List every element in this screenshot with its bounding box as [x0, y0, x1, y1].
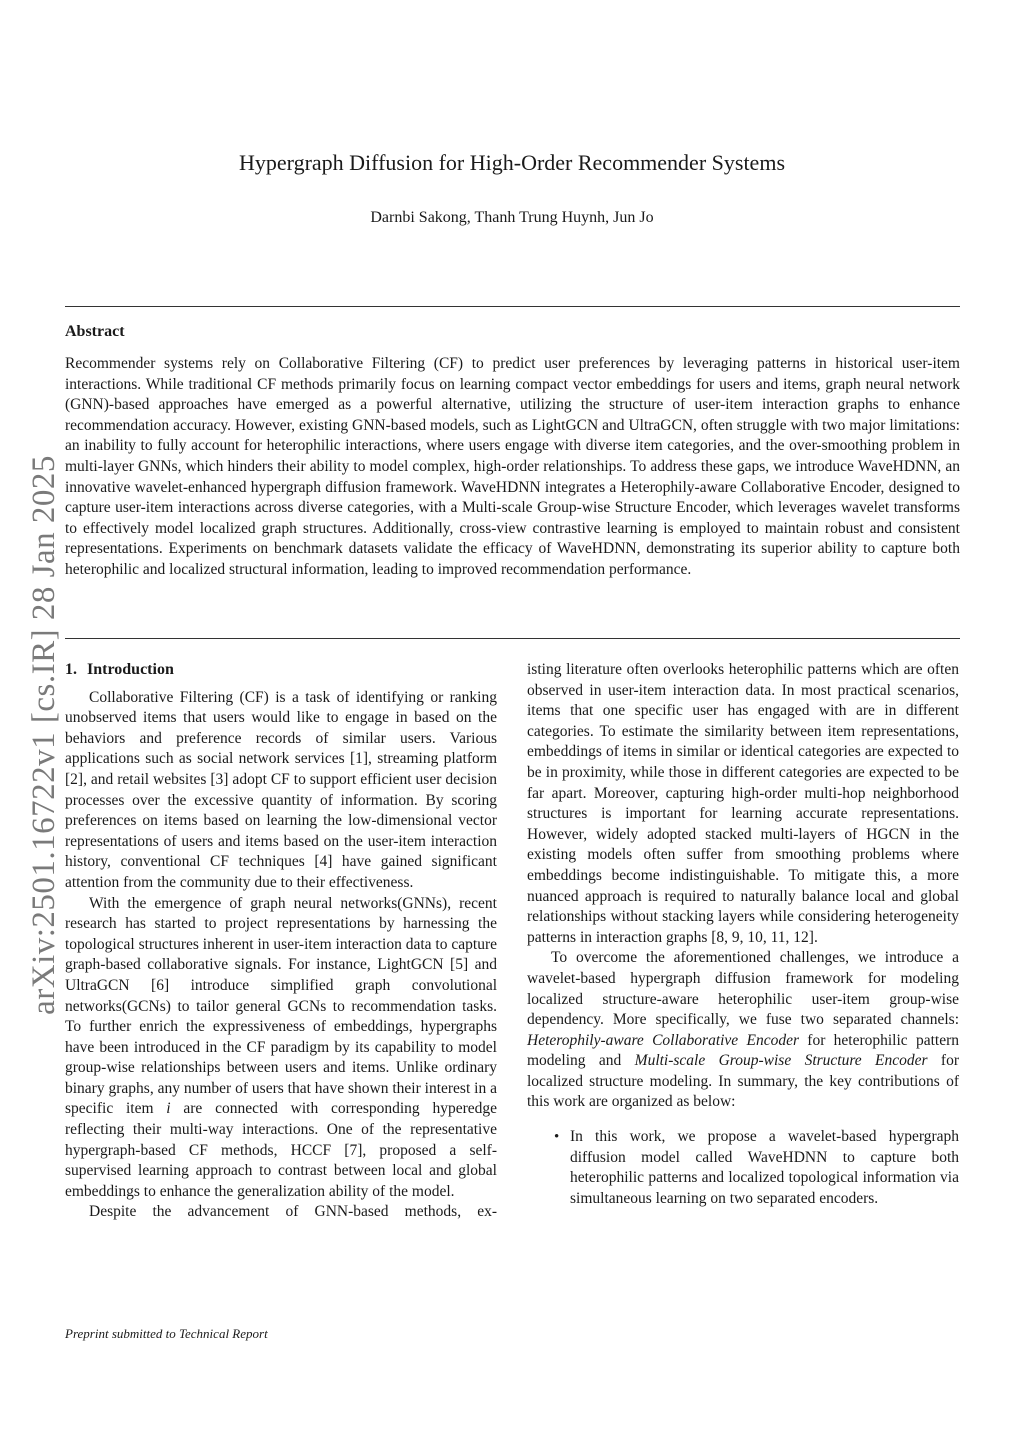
section-heading	[65, 660, 497, 681]
intro-paragraph-3-cont-text: isting literature often overlooks heterophilic patterns which are often observed in user-item interaction data. In most practical scenarios, items that one specific user has engaged with are in different categories. To estimate the similarity between item representations, embeddings of items in similar or identical categories are expected to be in proximity, while those in different categories are expected to be far apart. Moreover, capturing high-order multi-hop neighborhood structures is important for learning accurate representations. However, widely adopted stacked multi-layers of HGCN in the existing models often suffer from smoothing problems where embeddings become indistinguishable. To mitigate this, a more nuanced approach is required to naturally balance local and global relationships without stacking layers while considering heterogeneity patterns in interaction graphs [8, 9, 10, 11, 12].	[527, 661, 959, 946]
heterophily-encoder-term: Heterophily-aware Collaborative Encoder	[527, 1031, 799, 1049]
intro-paragraph-2-part-a: With the emergence of graph neural networks(GNNs), recent research has started to project representations by harnessing the topological structures inherent in user-item interaction data to capture graph-based collaborative signals. For instance, LightGCN [5] and UltraGCN [6] introduce simplified graph convolutional networks(GCNs) to tailor general GCNs to recommendation tasks. To further enrich the expressiveness of embeddings, hypergraphs have been introduced in the CF paradigm by its capability to model group-wise relationships between users and items. Unlike ordinary binary graphs, any number of users that have shown their interest in a specific item	[65, 894, 497, 1118]
intro-paragraph-1: Collaborative Filtering (CF) is a task of identifying or ranking unobserved items that users would like to engage in based on the behaviors and preference records of similar users. Various applications such as social network services [1], streaming platform [2], and retail websites [3] adopt CF to support efficient user decision processes over the excessive quantity of information. By scoring preferences on items based on learning the low-dimensional vector representations of users and items based on the user-item interaction history, conventional CF techniques [4] have gained significant attention from the community due to their effectiveness.	[65, 688, 497, 891]
intro-paragraph-2-part-b: are connected with corresponding hyperedge reflecting their multi-way interactions. One of the representative hypergraph-based CF methods, HCCF [7], proposed a self-supervised learning approach to contrast between local and global embeddings to enhance the generalization ability of the model.	[65, 1100, 497, 1200]
intro-paragraph-3-start	[65, 1202, 497, 1223]
abstract-text: Recommender systems rely on Collaborative Filtering (CF) to predict user preferences by leveraging patterns in historical user-item interactions. While traditional CF methods primarily focus on learning compact vector embeddings for users and items, graph neural network (GNN)-based approaches have emerged as a powerful alternative, utilizing the structure of user-item interaction graphs to enhance recommendation accuracy. However, existing GNN-based models, such as LightGCN and UltraGCN, often struggle with two major limitations: an inability to fully account for heterophilic interactions, where users engage with diverse item categories, and the over-smoothing problem in multi-layer GNNs, which hinders their ability to model complex, high-order relationships. To address these gaps, we introduce WaveHDNN, an innovative wavelet-enhanced hypergraph diffusion framework. WaveHDNN integrates a Heterophily-aware Collaborative Encoder, designed to capture user-item interactions across diverse categories, with a Multi-scale Group-wise Structure Encoder, which leverages wavelet transforms to effectively model localized graph structures. Additionally, cross-view contrastive learning is employed to maintain robust and consistent representations. Experiments on benchmark datasets validate the efficacy of WaveHDNN, demonstrating its superior ability to capture both heterophilic and localized structural information, leading to improved recommendation performance.	[65, 355, 960, 578]
arxiv-identifier[interactable]: arXiv:2501.16722v1 [cs.IR] 28 Jan 2025	[26, 455, 62, 1015]
intro-paragraph-4	[527, 948, 959, 1113]
bottom-rule	[65, 638, 960, 639]
footer-note: Preprint submitted to Technical Report	[65, 1326, 268, 1341]
intro-paragraph-3-continued	[527, 660, 959, 948]
intro-paragraph-3: Despite the advancement of GNN-based methods, ex-	[89, 1203, 497, 1221]
contributions-list	[527, 1127, 959, 1209]
abstract-heading: Abstract	[65, 323, 125, 340]
bullet-icon: •	[554, 1129, 560, 1146]
paper-title: Hypergraph Diffusion for High-Order Recommender Systems	[238, 150, 785, 175]
left-column	[65, 660, 497, 1223]
right-column	[527, 660, 959, 1209]
list-item	[527, 1127, 959, 1209]
intro-paragraph-4-part-b: for heterophilic pattern modeling and	[527, 1031, 959, 1070]
math-variable-i: i	[166, 1100, 171, 1118]
paper-authors: Darnbi Sakong, Thanh Trung Huynh, Jun Jo	[370, 209, 654, 226]
top-rule	[65, 306, 960, 307]
intro-paragraph-4-part-c: for localized structure modeling. In summary, the key contributions of this work are organized as below:	[527, 1052, 959, 1111]
intro-paragraph-4-part-a: To overcome the aforementioned challenges, we introduce a wavelet-based hypergraph diffusion framework for modeling localized structure-aware heterophilic user-item group-wise dependency. More specifically, we fuse two separated channels:	[527, 949, 959, 1029]
contribution-text: In this work, we propose a wavelet-based hypergraph diffusion model called WaveHDNN to capture both heterophilic patterns and localized topological information via simultaneous learning on two separated encoders.	[570, 1128, 959, 1207]
intro-paragraph-2	[65, 894, 497, 1203]
section-title: Introduction	[87, 661, 174, 678]
section-number: 1.	[65, 661, 77, 678]
multiscale-encoder-term: Multi-scale Group-wise Structure Encoder	[634, 1052, 928, 1070]
